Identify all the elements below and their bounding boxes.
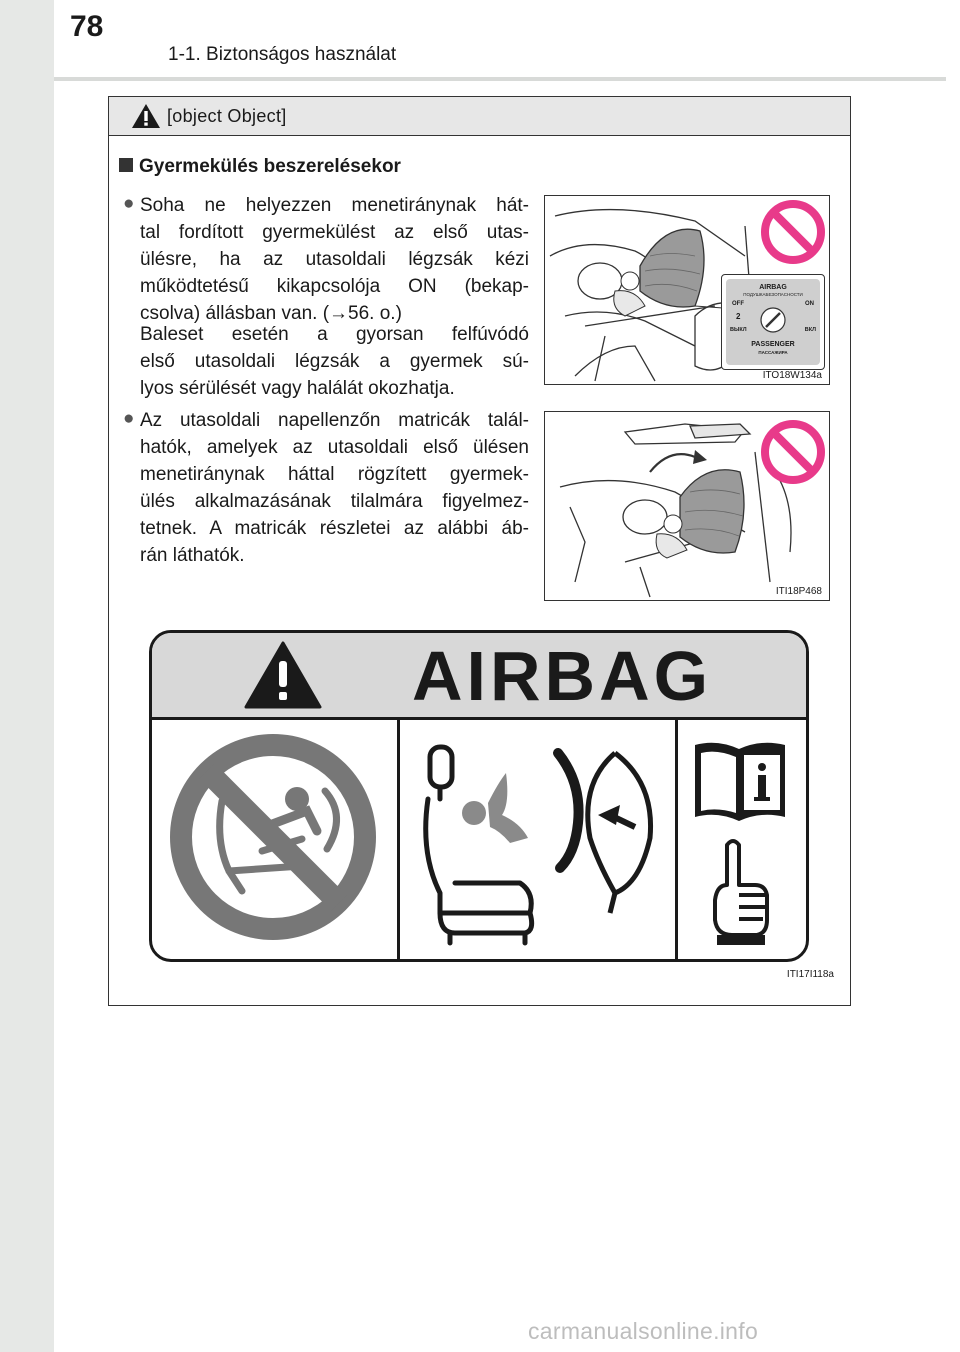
circle-bullet-icon: ● (123, 408, 135, 429)
warning-box (108, 96, 851, 1006)
section-title: 1-1. Biztonságos használat (168, 44, 397, 65)
page-number: 78 (70, 10, 104, 43)
item-1-text: Soha ne helyezzen menetiránynak hát- tal fordított gyermekülést az első utas- ülésre, ha az utasoldali légzsák kézi működtetésű kikapcsolója ON (bekap- csolva) állásban van. (→56. o.) (140, 195, 529, 324)
airbag-label-header (152, 633, 806, 720)
prohibition-icon (759, 418, 827, 486)
airbag-deployment-icon (410, 743, 665, 948)
figure-id: ITI17I118a (786, 969, 834, 980)
subheading (119, 156, 401, 178)
prohibition-icon (759, 198, 827, 266)
warning-triangle-icon (131, 103, 161, 129)
read-manual-icon (687, 735, 797, 947)
header-rule (54, 77, 946, 81)
figure-id: ITO18W134a (762, 370, 822, 381)
figure-rear-facing-seat-switch (544, 195, 830, 385)
warning-header (109, 97, 850, 136)
circle-bullet-icon: ● (123, 193, 135, 214)
airbag-switch-panel: AIRBAG ПОДУШКАБЕЗОПАСНОСТИ OFF ON 2 ВЫКЛ ВКЛ PASSENGER ПАССАЖИРА (721, 274, 825, 370)
item-2-text: Az utasoldali napellenzőn matricák talál- hatók, amelyek az utasoldali első ülésen menetiránynak háttal rögzített gyermek- ülés alkalmazásának tilalmára figyelmez- tetnek. A matricák részletei az alábbi áb- rán láthatók. (140, 410, 529, 566)
label-divider (675, 717, 678, 962)
no-child-seat-icon (167, 731, 379, 943)
airbag-label-title: AIRBAG (412, 637, 713, 715)
item-1-note: Baleset esetén a gyorsan felfúvódó első utasoldali légzsák a gyermek sú- lyos sérülését vagy halálát okozhatja. (140, 324, 529, 399)
warning-triangle-icon (244, 641, 322, 709)
key-slot-icon (758, 305, 788, 335)
subheading-text: Gyermekülés beszerelésekor (139, 156, 401, 177)
side-band (0, 0, 54, 1352)
figure-sunvisor-label (544, 411, 830, 601)
airbag-warning-label (149, 630, 809, 962)
warning-label: [object Object] (167, 106, 287, 126)
square-bullet-icon (119, 158, 133, 172)
label-divider (397, 717, 400, 962)
figure-id: ITI18P468 (775, 586, 822, 597)
watermark: carmanualsonline.info (528, 1318, 759, 1344)
